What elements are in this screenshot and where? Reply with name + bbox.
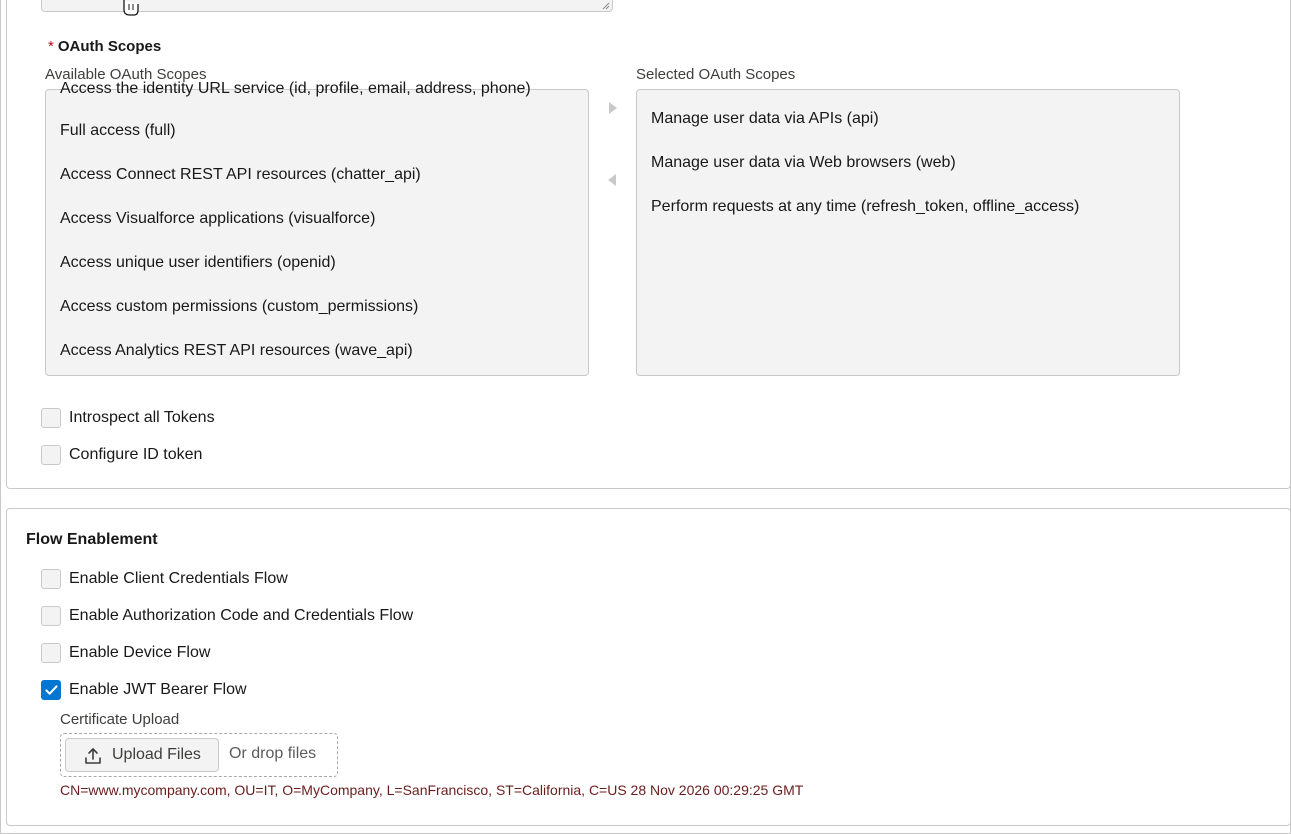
oauth-scopes-label: OAuth Scopes — [57, 38, 162, 55]
upload-icon — [84, 747, 102, 765]
available-scope-option[interactable]: Access unique user identifiers (openid) — [60, 254, 336, 271]
selected-scope-option[interactable]: Perform requests at any time (refresh_token, offline_access) — [651, 198, 1080, 215]
checkmark-icon — [45, 685, 58, 696]
selected-scopes-label: Selected OAuth Scopes — [636, 66, 796, 83]
flow-enablement-title: Flow Enablement — [26, 531, 158, 548]
device-flow-label: Enable Device Flow — [69, 644, 211, 661]
flow-enablement-section — [6, 508, 1291, 826]
client-credentials-checkbox[interactable] — [41, 569, 61, 589]
jwt-bearer-checkbox[interactable] — [41, 680, 61, 700]
configure-id-token-checkbox[interactable] — [41, 445, 61, 465]
configure-id-token-label: Configure ID token — [69, 446, 203, 463]
move-right-arrow-icon[interactable] — [607, 101, 619, 115]
required-indicator: * — [48, 38, 54, 55]
certificate-upload-label: Certificate Upload — [60, 711, 180, 728]
introspect-tokens-checkbox[interactable] — [41, 408, 61, 428]
drop-files-text: Or drop files — [229, 745, 317, 762]
resize-grip-icon[interactable] — [602, 2, 610, 10]
upload-files-label: Upload Files — [112, 746, 201, 763]
hand-cursor-icon — [120, 0, 142, 16]
move-left-arrow-icon[interactable] — [606, 173, 618, 187]
selected-scope-option[interactable]: Manage user data via APIs (api) — [651, 110, 879, 127]
jwt-bearer-label: Enable JWT Bearer Flow — [69, 681, 247, 698]
available-scopes-listbox[interactable] — [45, 80, 589, 376]
auth-code-credentials-label: Enable Authorization Code and Credentials Flow — [69, 607, 414, 624]
device-flow-checkbox[interactable] — [41, 643, 61, 663]
selected-scope-option[interactable]: Manage user data via Web browsers (web) — [651, 154, 956, 171]
available-scope-option[interactable]: Full access (full) — [60, 122, 176, 139]
introspect-tokens-label: Introspect all Tokens — [69, 409, 215, 426]
auth-code-credentials-checkbox[interactable] — [41, 606, 61, 626]
available-scope-option[interactable]: Access Visualforce applications (visualforce) — [60, 210, 376, 227]
certificate-dropzone[interactable] — [60, 733, 338, 777]
available-scope-option[interactable]: Access custom permissions (custom_permissions) — [60, 298, 419, 315]
available-scope-option[interactable]: Access Analytics REST API resources (wave_api) — [60, 342, 413, 359]
client-credentials-label: Enable Client Credentials Flow — [69, 570, 288, 587]
oauth-scopes-heading — [48, 38, 161, 55]
selected-scopes-listbox[interactable] — [636, 89, 1180, 376]
available-scopes-label: Available OAuth Scopes — [45, 66, 207, 83]
upload-files-button[interactable] — [65, 738, 219, 772]
available-scope-option[interactable]: Access the identity URL service (id, profile, email, address, phone) — [60, 80, 531, 97]
certificate-info-text: CN=www.mycompany.com, OU=IT, O=MyCompany, L=SanFrancisco, ST=California, C=US 28 Nov 2026 00:29:25 GMT — [60, 782, 804, 798]
available-scope-option[interactable]: Access Connect REST API resources (chatter_api) — [60, 166, 421, 183]
